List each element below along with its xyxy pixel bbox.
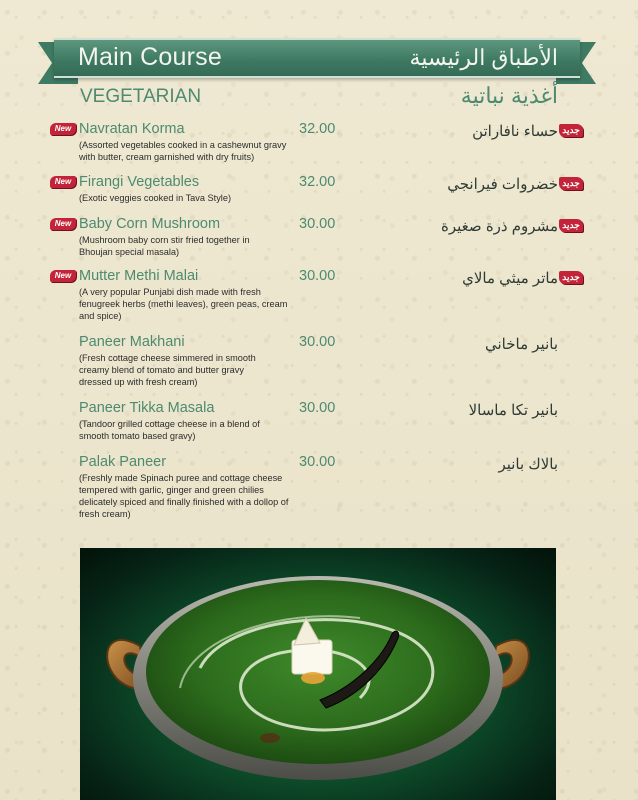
new-badge: New xyxy=(50,123,76,135)
item-price: 30.00 xyxy=(299,454,336,470)
item-price: 32.00 xyxy=(299,121,336,137)
item-name: Baby Corn Mushroom xyxy=(79,216,221,232)
item-name-arabic: بانير تكا ماسالا xyxy=(468,402,558,419)
tomato-spot xyxy=(260,733,280,743)
item-description: (Fresh cottage cheese simmered in smooth creamy blend of tomato and butter gravy dressed up with fresh cream) xyxy=(79,353,256,387)
dish-illustration xyxy=(80,548,556,800)
section-title-arabic: أغذية نباتية xyxy=(460,83,558,108)
item-name: Firangi Vegetables xyxy=(79,174,200,190)
item-description: (A very popular Punjabi dish made with fresh fenugreek herbs (methi leaves), green peas, cream and spice) xyxy=(79,287,288,321)
item-description: (Freshly made Spinach puree and cottage cheese tempered with garlic, ginger and green chilies delicately spiced and finally finished with a dollop of fresh cream) xyxy=(79,473,289,519)
item-description: (Mushroom baby corn stir fried together in Bhoujan special masala) xyxy=(79,235,250,257)
ribbon-band xyxy=(54,38,580,78)
section-title: VEGETARIAN xyxy=(80,86,202,107)
item-name-arabic: ماتر ميثي مالاي xyxy=(462,270,558,287)
item-price: 32.00 xyxy=(299,174,336,190)
item-name-arabic: بالاك بانير xyxy=(498,456,558,473)
item-name: Paneer Tikka Masala xyxy=(79,400,215,416)
new-badge-arabic: جديد xyxy=(559,219,583,232)
page-title-arabic: الأطباق الرئيسية xyxy=(409,45,558,70)
new-badge: New xyxy=(50,176,76,188)
header-ribbon xyxy=(38,32,596,90)
item-price: 30.00 xyxy=(299,216,336,232)
item-price: 30.00 xyxy=(299,268,336,284)
item-name: Mutter Methi Malai xyxy=(79,268,199,284)
item-description: (Tandoor grilled cottage cheese in a blend of smooth tomato based gravy) xyxy=(79,419,260,441)
item-name: Navratan Korma xyxy=(79,121,185,137)
item-price: 30.00 xyxy=(299,334,336,350)
new-badge: New xyxy=(50,270,76,282)
dish-photo xyxy=(80,548,556,800)
new-badge-arabic: جديد xyxy=(559,271,583,284)
item-name-arabic: مشروم ذرة صغيرة xyxy=(441,218,558,235)
item-description: (Assorted vegetables cooked in a cashewnut gravy with butter, cream garnished with dry fruits) xyxy=(79,140,287,162)
page-title: Main Course xyxy=(78,43,222,71)
item-description: (Exotic veggies cooked in Tava Style) xyxy=(79,193,232,203)
item-name: Paneer Makhani xyxy=(79,334,185,350)
new-badge: New xyxy=(50,218,76,230)
item-name-arabic: حساء نافاراتن xyxy=(472,123,558,140)
item-name-arabic: بانير ماخاني xyxy=(484,336,558,353)
new-badge-arabic: جديد xyxy=(559,124,583,137)
item-name: Palak Paneer xyxy=(79,454,167,470)
item-price: 30.00 xyxy=(299,400,336,416)
new-badge-arabic: جديد xyxy=(559,177,583,190)
item-name-arabic: خضروات فيرانجي xyxy=(447,176,558,193)
butter-drop xyxy=(301,672,325,684)
